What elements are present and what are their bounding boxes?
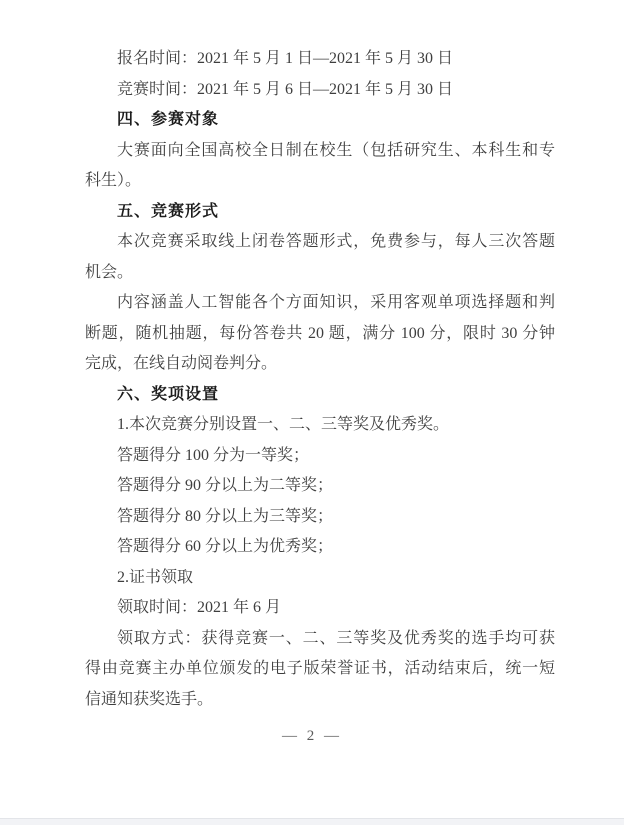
- document-line: 内容涵盖人工智能各个方面知识，采用客观单项选择题和判: [117, 294, 555, 311]
- document-line: 答题得分 100 分为一等奖；: [117, 446, 310, 464]
- document-line: 大赛面向全国高校全日制在校生（包括研究生、本科生和专: [117, 141, 555, 159]
- page-bottom-edge: [0, 818, 624, 825]
- document-line: 机会。: [85, 263, 134, 281]
- document-line: 科生）。: [85, 172, 142, 189]
- document-line: 领取时间：2021 年 6 月: [117, 599, 282, 616]
- document-line: 断题，随机抽题，每份答卷共 20 题，满分 100 分，限时 30 分钟: [85, 324, 555, 342]
- document-line: 答题得分 80 分以上为三等奖；: [117, 507, 334, 525]
- document-line: 答题得分 90 分以上为二等奖；: [117, 477, 334, 494]
- section-heading: 四、参赛对象: [117, 111, 220, 128]
- document-body: [85, 44, 555, 715]
- document-line: 领取方式：获得竞赛一、二、三等奖及优秀奖的选手均可获: [117, 629, 555, 647]
- document-line: 答题得分 60 分以上为优秀奖；: [117, 538, 334, 555]
- document-line: 本次竞赛采取线上闭卷答题形式，免费参与，每人三次答题: [117, 233, 555, 250]
- document-line: 竞赛时间：2021 年 5 月 6 日—2021 年 5 月 30 日: [117, 80, 454, 98]
- section-heading: 六、奖项设置: [117, 385, 220, 403]
- document-line: 信通知获奖选手。: [85, 690, 214, 708]
- document-line: 2.证书领取: [117, 568, 194, 586]
- document-line: 得由竞赛主办单位颁发的电子版荣誉证书，活动结束后，统一短: [85, 660, 555, 677]
- document-line: 报名时间：2021 年 5 月 1 日—2021 年 5 月 30 日: [117, 50, 454, 67]
- document-line: 完成，在线自动阅卷判分。: [85, 355, 278, 372]
- section-heading: 五、竞赛形式: [117, 202, 220, 220]
- document-line: 1.本次竞赛分别设置一、二、三等奖及优秀奖。: [117, 416, 450, 433]
- page-number: — 2 —: [282, 728, 342, 744]
